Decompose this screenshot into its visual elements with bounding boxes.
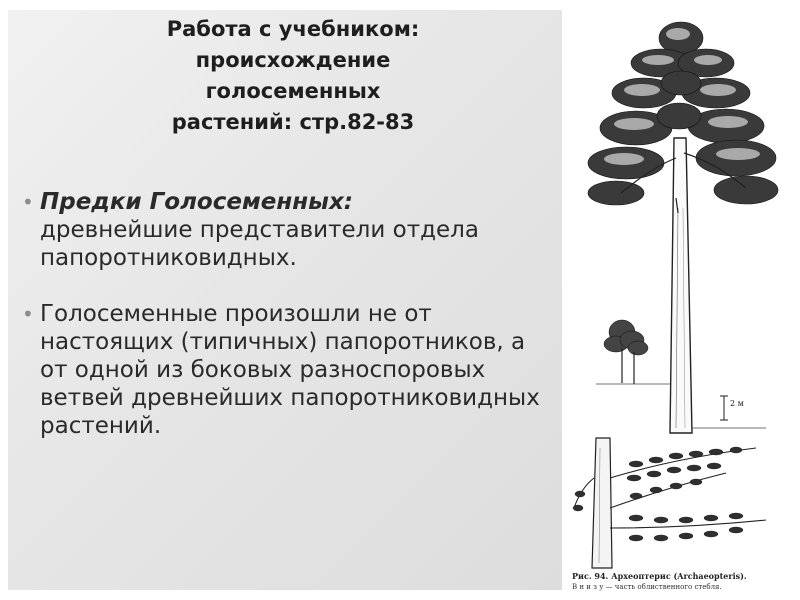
slide-panel <box>8 10 562 590</box>
bullet-list <box>22 188 552 468</box>
bullet-lead: Предки Голосеменных: <box>40 189 353 215</box>
scale-label: 2 м <box>730 399 744 408</box>
bullet-dot-icon: • <box>22 190 34 214</box>
bullet-text: древнейшие представители отдела папоротниковидных. <box>40 217 479 271</box>
bullet-item-origin <box>22 300 552 440</box>
bullet-item-ancestors <box>22 188 552 272</box>
bullet-text: Голосеменные произошли не от настоящих (типичных) папоротников, а от одной из боковых разноспоровых ветвей древнейших папоротниковидных растений. <box>40 301 540 439</box>
figure-caption-subtitle: В н и з у — часть облиственного стебля. <box>572 583 722 591</box>
slide-title: Работа с учебником: происхождение голосеменных растений: стр.82-83 <box>166 17 420 134</box>
figure-caption: Рис. 94. Археоптерис (Archaeopteris). <box>572 571 747 581</box>
archaeopteris-figure <box>566 8 796 596</box>
archaeopteris-illustration <box>566 8 796 596</box>
bullet-dot-icon: • <box>22 302 34 326</box>
